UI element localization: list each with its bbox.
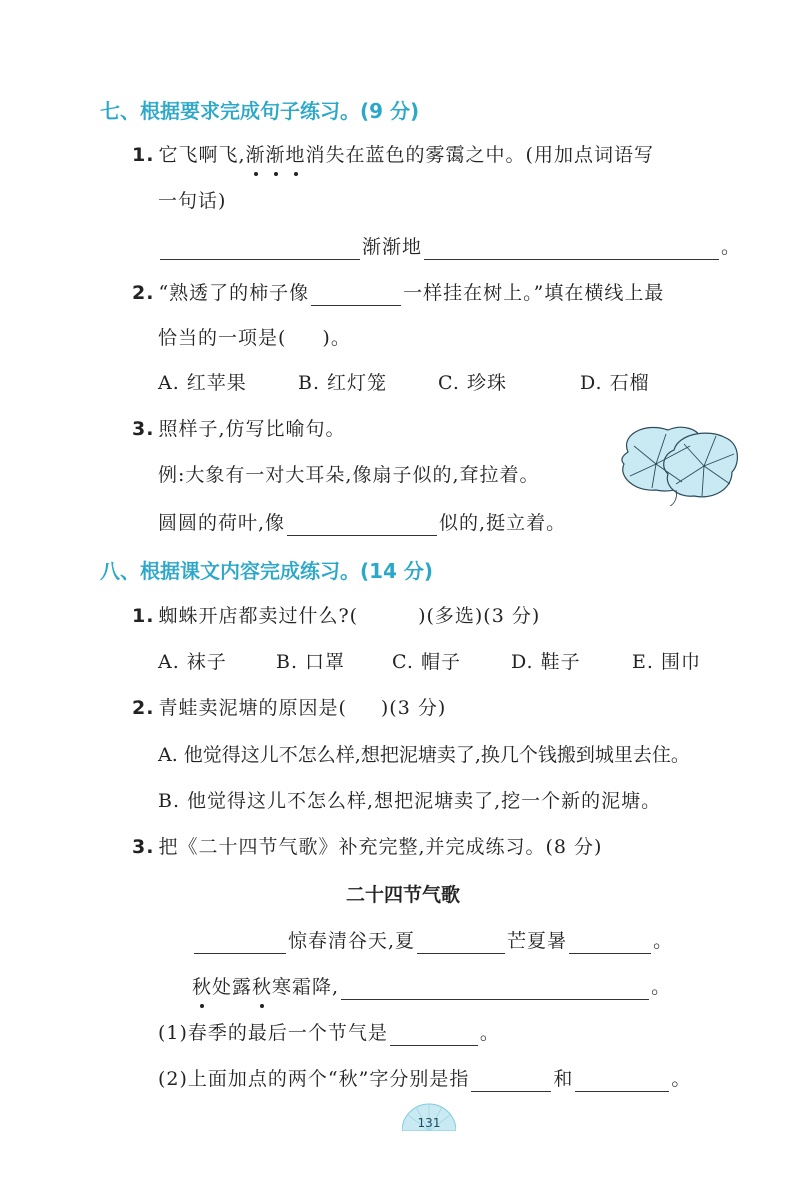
- section-7-heading: 七、根据要求完成句子练习。(9 分): [100, 99, 420, 123]
- answer-blank[interactable]: [311, 286, 401, 306]
- q7-2-option-c: C. 珍珠: [438, 372, 507, 394]
- q7-1-number: 1.: [132, 144, 155, 166]
- answer-blank[interactable]: [194, 934, 286, 954]
- q7-2-text-d: )。: [322, 327, 351, 349]
- q8-1-option-b: B. 口罩: [276, 651, 346, 673]
- q8-3-number: 3.: [132, 836, 155, 858]
- q7-1-text-c: 一句话): [158, 190, 227, 212]
- q8-1-text-a: 蜘蛛开店都卖过什么?(: [158, 605, 359, 627]
- q7-2-text-b: 一样挂在树上。”填在横线上最: [403, 282, 665, 304]
- dotted-char: 秋: [192, 976, 213, 998]
- q7-3-prompt-b: 似的,挺立着。: [439, 512, 567, 534]
- q7-3-number: 3.: [132, 418, 155, 440]
- q8-2-line1: [132, 695, 446, 721]
- q7-1-answer-word: 渐渐地: [362, 236, 423, 258]
- q7-1-line1: [132, 142, 654, 168]
- q7-3-line1: [132, 416, 346, 442]
- page-number: 131: [417, 1116, 441, 1130]
- q8-3-sub1: [158, 1020, 500, 1046]
- section-8-heading: 八、根据课文内容完成练习。(14 分): [100, 559, 434, 583]
- q8-1-option-a: A. 袜子: [158, 651, 227, 673]
- q8-3-sub2-and: 和: [553, 1068, 574, 1090]
- answer-blank[interactable]: [424, 240, 719, 260]
- q7-3-prompt-a: 圆圆的荷叶,像: [158, 512, 286, 534]
- page-number-badge: [402, 1103, 456, 1131]
- answer-blank[interactable]: [341, 980, 649, 1000]
- q8-3-sub2: [158, 1066, 691, 1092]
- answer-blank[interactable]: [287, 516, 437, 536]
- q8-1-line1: [132, 603, 540, 629]
- poem-line-1: [192, 928, 673, 954]
- answer-blank[interactable]: [160, 240, 360, 260]
- q7-1-end: 。: [721, 236, 742, 258]
- q7-2-text-a: “熟透了的柿子像: [158, 282, 310, 304]
- q8-2-option-a: A. 他觉得这儿不怎么样,想把泥塘卖了,换几个钱搬到城里去住。: [158, 744, 690, 766]
- answer-blank[interactable]: [417, 934, 505, 954]
- q8-1-text-b: )(多选)(3 分): [418, 605, 541, 627]
- q7-3-example: 例:大象有一对大耳朵,像扇子似的,耷拉着。: [158, 464, 540, 486]
- answer-blank[interactable]: [471, 1072, 551, 1092]
- dotted-char: 渐: [265, 144, 286, 166]
- dotted-char: 秋: [252, 976, 273, 998]
- q8-1-option-c: C. 帽子: [392, 651, 461, 673]
- poem-line1-end: 。: [653, 930, 674, 952]
- answer-blank[interactable]: [390, 1026, 478, 1046]
- q8-2-number: 2.: [132, 697, 155, 719]
- q7-1-answer-line: [158, 234, 741, 260]
- q7-2-option-d: D. 石榴: [580, 372, 650, 394]
- q8-3-sub1-end: 。: [479, 1022, 500, 1044]
- dotted-char: 渐: [245, 144, 266, 166]
- q8-2-option-b: B. 他觉得这儿不怎么样,想把泥塘卖了,挖一个新的泥塘。: [158, 790, 662, 812]
- q7-2-line2: [158, 325, 351, 351]
- poem-line1-a: 惊春清谷天,夏: [288, 930, 416, 952]
- q7-3-text: 照样子,仿写比喻句。: [158, 418, 346, 440]
- q7-2-option-b: B. 红灯笼: [298, 372, 388, 394]
- poem-line2-end: 。: [651, 976, 672, 998]
- q7-2-text-c: 恰当的一项是(: [158, 327, 287, 349]
- poem-line2-a: 处露: [212, 976, 253, 998]
- q8-2-text-a: 青蛙卖泥塘的原因是(: [158, 697, 347, 719]
- poem-title: 二十四节气歌: [346, 884, 461, 906]
- q8-3-sub1-text: (1)春季的最后一个节气是: [158, 1022, 388, 1044]
- poem-line2-b: 寒霜降,: [272, 976, 340, 998]
- q7-2-option-a: A. 红苹果: [158, 372, 247, 394]
- dotted-char: 地: [285, 144, 306, 166]
- q8-2-text-b: )(3 分): [380, 697, 447, 719]
- q8-3-sub2-text: (2)上面加点的两个“秋”字分别是指: [158, 1068, 470, 1090]
- q7-2-line1: [132, 280, 664, 306]
- answer-blank[interactable]: [575, 1072, 669, 1092]
- q7-2-number: 2.: [132, 282, 155, 304]
- q8-3-text: 把《二十四节气歌》补充完整,并完成练习。(8 分): [158, 836, 603, 858]
- q8-3-line1: [132, 834, 602, 860]
- poem-line-2: [192, 974, 671, 1000]
- q7-1-text-b: 消失在蓝色的雾霭之中。(用加点词语写: [305, 144, 654, 166]
- q7-3-prompt: [158, 510, 566, 536]
- q8-1-option-d: D. 鞋子: [511, 651, 581, 673]
- poem-line1-b: 芒夏暑: [507, 930, 568, 952]
- q8-1-number: 1.: [132, 605, 155, 627]
- q8-1-option-e: E. 围巾: [632, 651, 701, 673]
- q8-3-sub2-end: 。: [671, 1068, 692, 1090]
- answer-blank[interactable]: [569, 934, 651, 954]
- lotus-leaf-illustration: [616, 420, 740, 506]
- q7-1-text-a: 它飞啊飞,: [158, 144, 246, 166]
